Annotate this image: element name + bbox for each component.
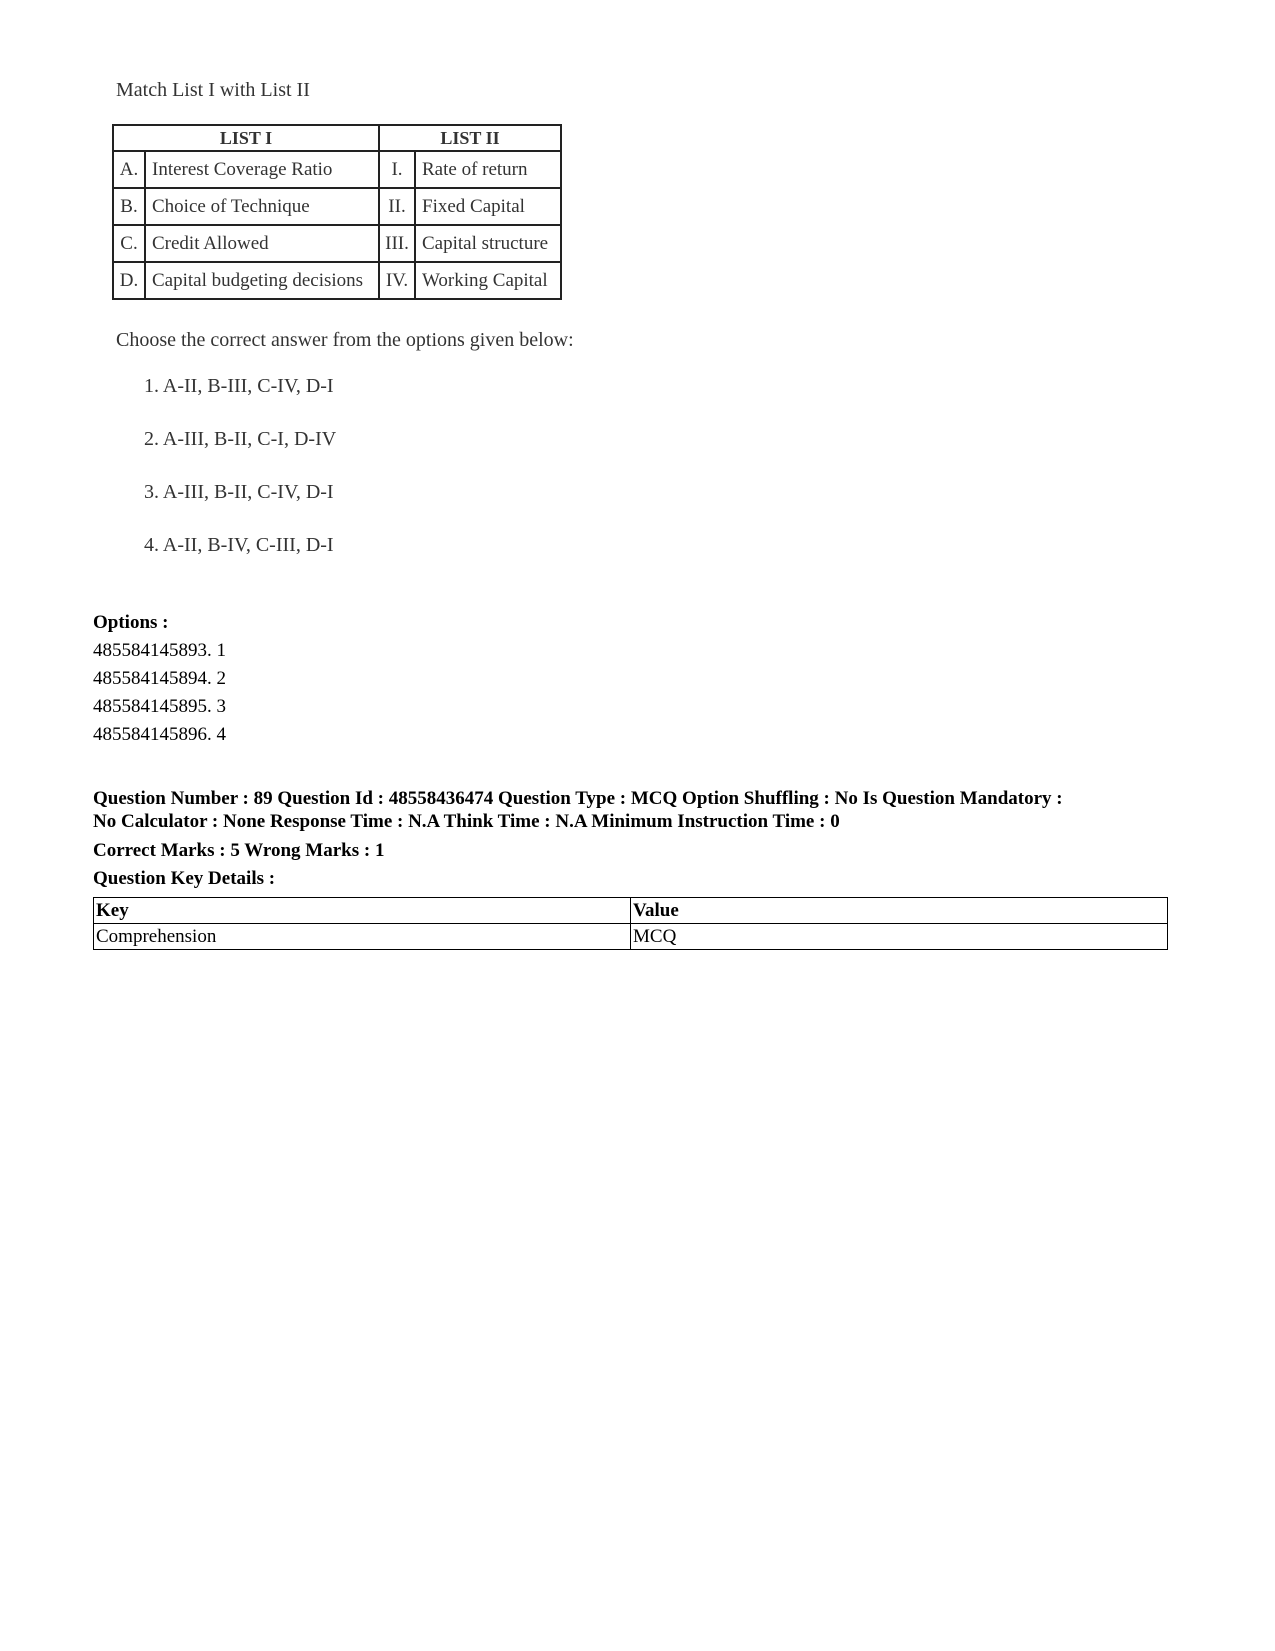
key-column-header: Key	[94, 898, 631, 924]
question-info-line: No Calculator : None Response Time : N.A Think Time : N.A Minimum Instruction Time : 0	[93, 811, 840, 832]
match-row	[113, 151, 561, 188]
question-meta	[93, 609, 1183, 950]
choose-instruction: Choose the correct answer from the options given below:	[116, 329, 574, 351]
match-table	[112, 124, 562, 300]
list2-item: Capital structure	[415, 225, 561, 262]
marks-info: Correct Marks : 5 Wrong Marks : 1	[93, 840, 385, 861]
list1-item: Choice of Technique	[145, 188, 379, 225]
list2-numeral: II.	[379, 188, 415, 225]
list2-numeral: I.	[379, 151, 415, 188]
table-row	[94, 924, 1168, 950]
option-item: 485584145894. 2	[93, 668, 226, 689]
list2-numeral: IV.	[379, 262, 415, 299]
list1-header: LIST I	[113, 125, 379, 151]
list1-item: Interest Coverage Ratio	[145, 151, 379, 188]
answer-choices	[144, 374, 672, 586]
list2-item: Working Capital	[415, 262, 561, 299]
value-cell: MCQ	[631, 924, 1168, 950]
list2-item: Rate of return	[415, 151, 561, 188]
list1-item: Capital budgeting decisions	[145, 262, 379, 299]
answer-choice: 2. A-III, B-II, C-I, D-IV	[144, 428, 337, 450]
answer-choice: 3. A-III, B-II, C-IV, D-I	[144, 481, 334, 503]
list1-letter: D.	[113, 262, 145, 299]
match-row	[113, 188, 561, 225]
list2-numeral: III.	[379, 225, 415, 262]
answer-choice: 4. A-II, B-IV, C-III, D-I	[144, 534, 334, 556]
match-table-header	[113, 125, 561, 151]
match-row	[113, 262, 561, 299]
key-table-header	[94, 898, 1168, 924]
list1-letter: B.	[113, 188, 145, 225]
match-row	[113, 225, 561, 262]
question-info-line: Question Number : 89 Question Id : 48558436474 Question Type : MCQ Option Shuffling : No Is Question Mandatory :	[93, 788, 1063, 809]
answer-choice: 1. A-II, B-III, C-IV, D-I	[144, 375, 334, 397]
option-item: 485584145893. 1	[93, 640, 226, 661]
key-details-table	[93, 897, 1168, 950]
value-column-header: Value	[631, 898, 1168, 924]
key-details-heading: Question Key Details :	[93, 868, 276, 889]
option-item: 485584145895. 3	[93, 696, 226, 717]
options-list	[93, 637, 1183, 749]
option-item: 485584145896. 4	[93, 724, 226, 745]
list1-item: Credit Allowed	[145, 225, 379, 262]
list1-letter: A.	[113, 151, 145, 188]
question-info	[93, 787, 1183, 833]
list2-item: Fixed Capital	[415, 188, 561, 225]
list2-header: LIST II	[379, 125, 561, 151]
list1-letter: C.	[113, 225, 145, 262]
question-intro: Match List I with List II	[116, 79, 310, 101]
options-heading: Options :	[93, 612, 169, 633]
key-cell: Comprehension	[94, 924, 631, 950]
question-image	[112, 78, 672, 586]
